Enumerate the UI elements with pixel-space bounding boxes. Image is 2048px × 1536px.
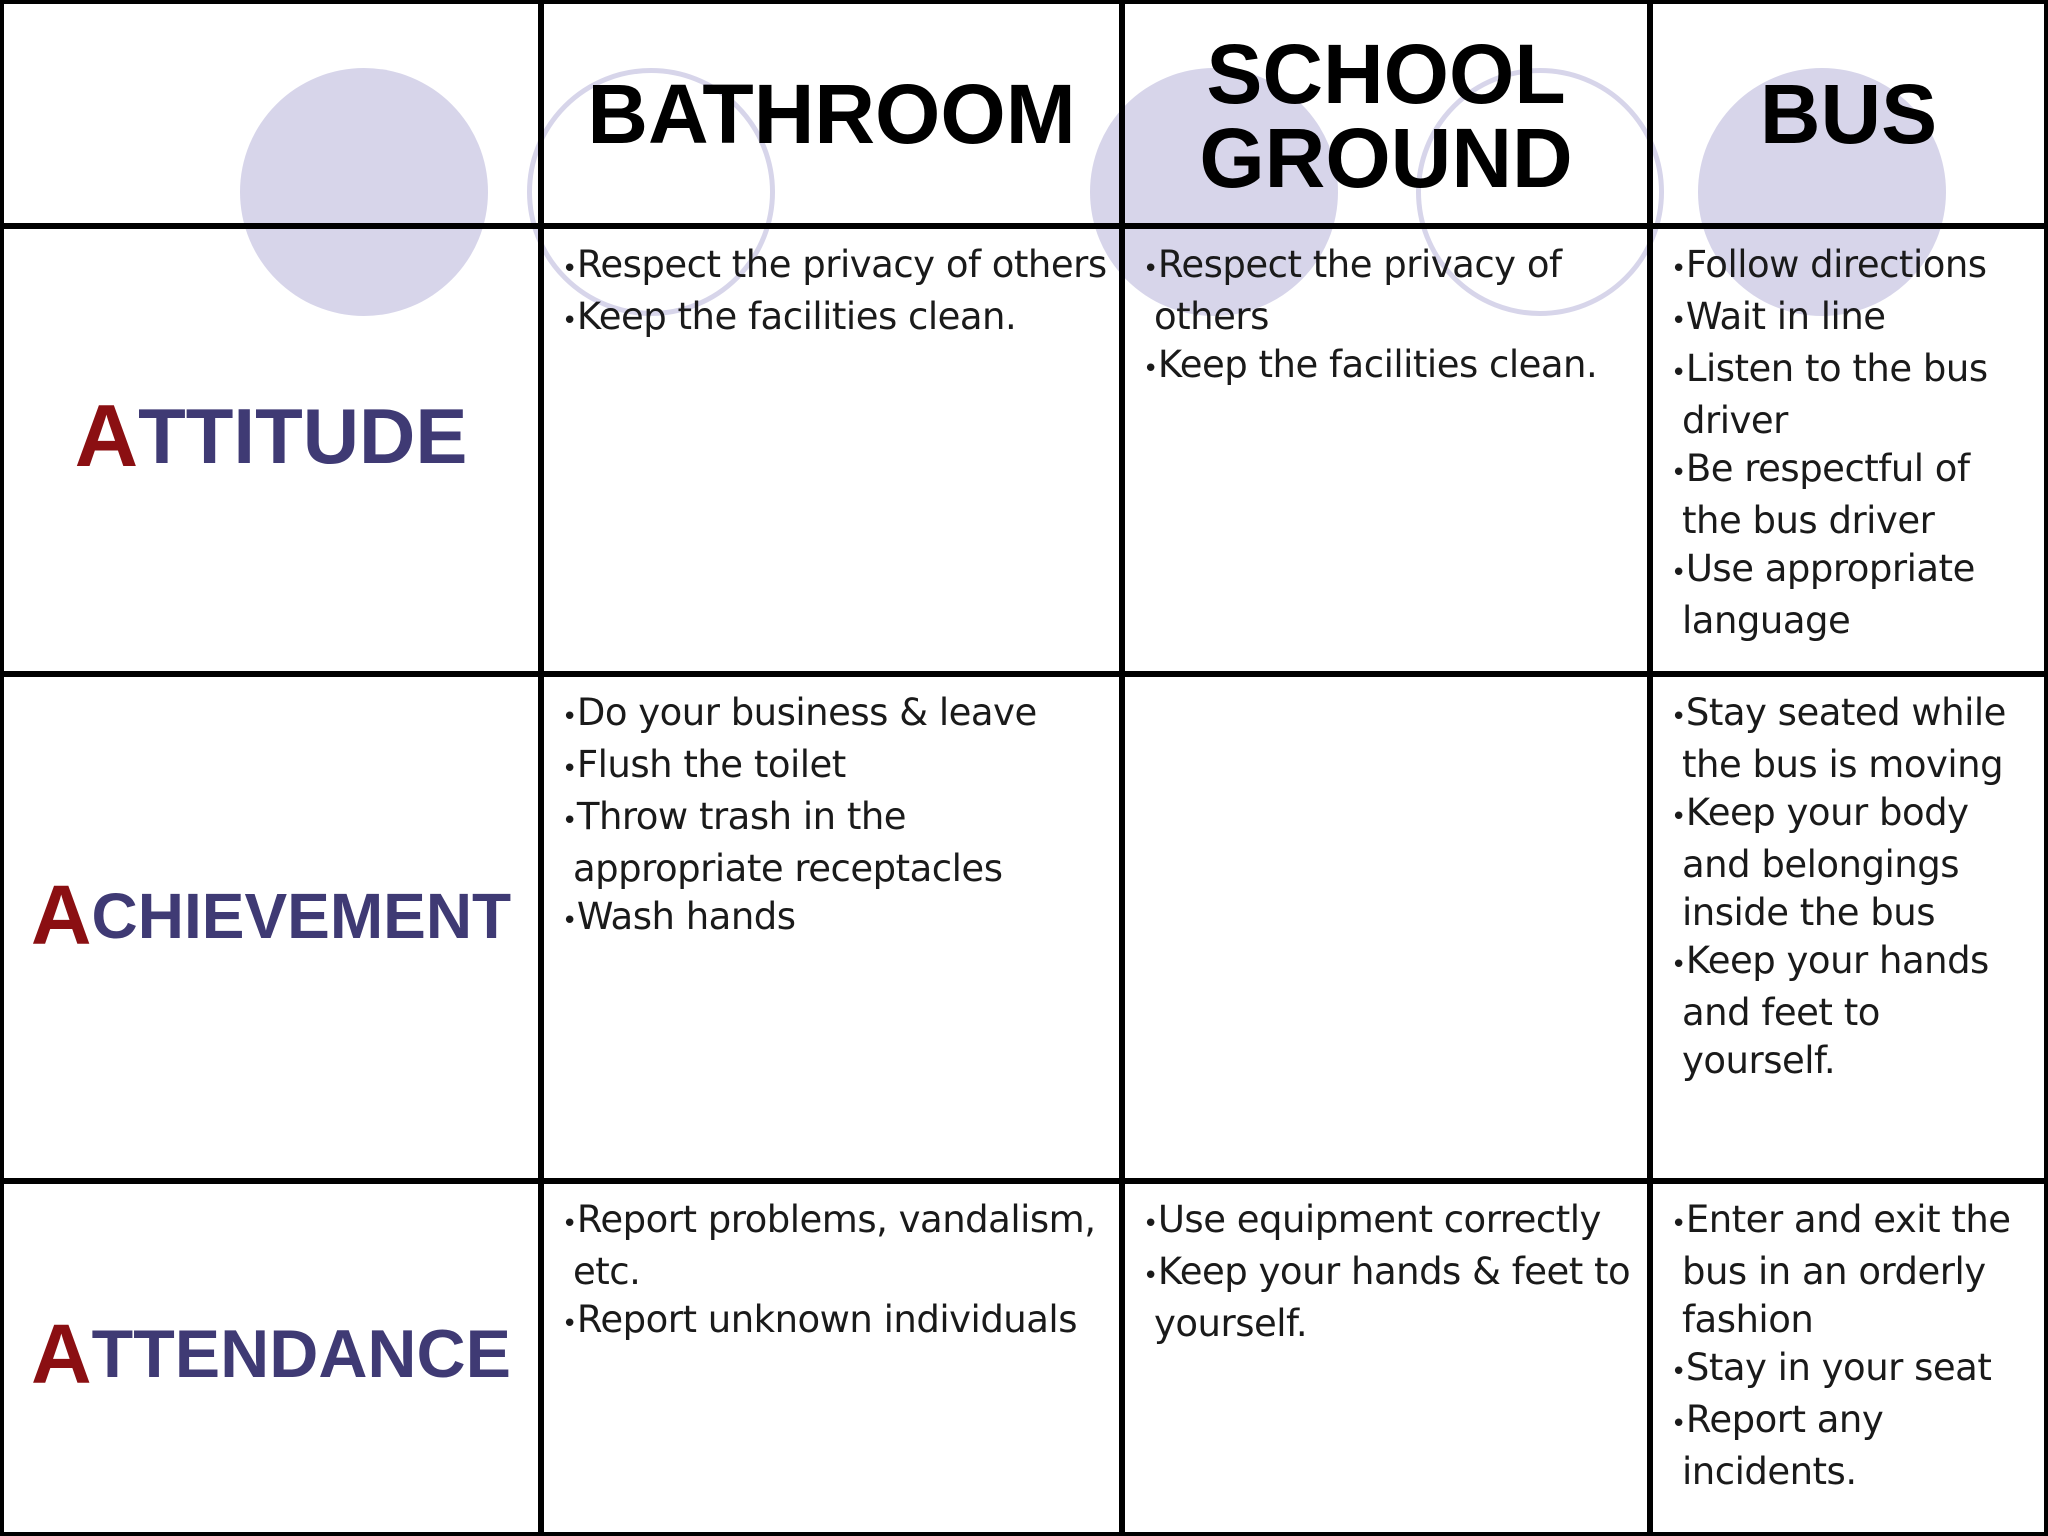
list-item-text: Wash hands xyxy=(576,895,796,938)
list-item-text: Keep the facilities clean. xyxy=(576,295,1017,338)
list-item xyxy=(562,1296,1109,1348)
list-item-text: Keep the facilities clean. xyxy=(1157,343,1598,386)
rule-cell-attendance-bus xyxy=(1653,1184,2048,1536)
rule-cell-attitude-bathroom xyxy=(544,229,1125,677)
list-item xyxy=(1671,293,2034,345)
list-item xyxy=(562,1196,1109,1296)
rule-list xyxy=(1125,229,1647,393)
rule-cell-achievement-school-ground xyxy=(1125,677,1653,1184)
bullet-icon: • xyxy=(562,754,577,784)
bullet-icon: • xyxy=(1671,306,1686,336)
list-item-text: Respect the privacy of others xyxy=(576,243,1107,286)
rule-cell-achievement-bus xyxy=(1653,677,2048,1184)
rule-list xyxy=(1125,1184,1647,1348)
column-header-school-ground xyxy=(1125,0,1653,229)
list-item xyxy=(562,893,1109,945)
bullet-icon: • xyxy=(1671,1357,1686,1387)
column-header-bus xyxy=(1653,0,2048,229)
bullet-icon: • xyxy=(1143,1209,1158,1239)
bullet-icon: • xyxy=(562,906,577,936)
bullet-icon: • xyxy=(1671,950,1686,980)
list-item-text: Flush the toilet xyxy=(576,743,846,786)
bullet-icon: • xyxy=(562,1209,577,1239)
rule-list xyxy=(544,677,1119,945)
column-header-bathroom xyxy=(544,0,1125,229)
list-item xyxy=(562,293,1109,345)
rule-cell-achievement-bathroom xyxy=(544,677,1125,1184)
bullet-icon: • xyxy=(1671,702,1686,732)
list-item-text: Enter and exit the bus in an orderly fashion xyxy=(1682,1198,2011,1341)
list-item xyxy=(562,741,1109,793)
bullet-icon: • xyxy=(1671,802,1686,832)
bullet-icon: • xyxy=(1671,558,1686,588)
rule-cell-attendance-school-ground xyxy=(1125,1184,1653,1536)
row-header-rest: CHIEVEMENT xyxy=(91,879,512,952)
column-header-label: SCHOOL GROUND xyxy=(1199,26,1573,205)
list-item-text: Use equipment correctly xyxy=(1157,1198,1601,1241)
rule-list xyxy=(1653,229,2044,645)
list-item-text: Do your business & leave xyxy=(576,691,1037,734)
list-item xyxy=(1671,937,2034,1085)
list-item xyxy=(1671,1196,2034,1344)
rule-list xyxy=(1653,677,2044,1085)
list-item xyxy=(562,241,1109,293)
list-item-text: Respect the privacy of others xyxy=(1154,243,1562,338)
list-item-text: Report any incidents. xyxy=(1682,1398,1884,1493)
list-item-text: Keep your body and belongings inside the bus xyxy=(1682,791,1969,934)
list-item-text: Wait in line xyxy=(1685,295,1886,338)
bullet-icon: • xyxy=(1671,254,1686,284)
list-item-text: Use appropriate language xyxy=(1682,547,1975,642)
list-item xyxy=(1671,345,2034,445)
list-item-text: Keep your hands and feet to yourself. xyxy=(1682,939,1989,1082)
row-header-attendance xyxy=(0,1184,544,1536)
bullet-icon: • xyxy=(1143,1261,1158,1291)
bullet-icon: • xyxy=(1671,1209,1686,1239)
row-header-rest: TTENDANCE xyxy=(91,1316,511,1392)
list-item xyxy=(1671,445,2034,545)
list-item xyxy=(562,689,1109,741)
table-corner-cell xyxy=(0,0,544,229)
rule-cell-attendance-bathroom xyxy=(544,1184,1125,1536)
row-header-achievement xyxy=(0,677,544,1184)
list-item xyxy=(1671,689,2034,789)
list-item-text: Throw trash in the appropriate receptacles xyxy=(573,795,1003,890)
list-item-text: Follow directions xyxy=(1685,243,1987,286)
list-item xyxy=(1671,789,2034,937)
row-header-attitude xyxy=(0,229,544,677)
bullet-icon: • xyxy=(562,1309,577,1339)
list-item-text: Be respectful of the bus driver xyxy=(1682,447,1970,542)
list-item xyxy=(1671,241,2034,293)
list-item xyxy=(1671,1344,2034,1396)
list-item xyxy=(1143,341,1637,393)
bullet-icon: • xyxy=(562,702,577,732)
bullet-icon: • xyxy=(1671,458,1686,488)
bullet-icon: • xyxy=(562,806,577,836)
column-header-label: BUS xyxy=(1759,66,1938,161)
bullet-icon: • xyxy=(1143,354,1158,384)
bullet-icon: • xyxy=(1671,1409,1686,1439)
list-item-text: Stay in your seat xyxy=(1685,1346,1992,1389)
bullet-icon: • xyxy=(562,254,577,284)
row-header-initial: A xyxy=(30,868,92,962)
list-item xyxy=(1143,1248,1637,1348)
bullet-icon: • xyxy=(1143,254,1158,284)
list-item-text: Report unknown individuals xyxy=(576,1298,1077,1341)
rule-cell-attitude-bus xyxy=(1653,229,2048,677)
list-item-text: Stay seated while the bus is moving xyxy=(1682,691,2006,786)
list-item xyxy=(562,793,1109,893)
list-item xyxy=(1143,241,1637,341)
list-item-text: Keep your hands & feet to yourself. xyxy=(1154,1250,1631,1345)
column-header-label: BATHROOM xyxy=(587,66,1076,161)
list-item xyxy=(1671,1396,2034,1496)
list-item-text: Report problems, vandalism, etc. xyxy=(573,1198,1096,1293)
rule-list xyxy=(544,229,1119,345)
bullet-icon: • xyxy=(562,306,577,336)
bullet-icon: • xyxy=(1671,358,1686,388)
row-header-initial: A xyxy=(31,1306,92,1401)
row-header-initial: A xyxy=(74,386,139,485)
rule-list xyxy=(544,1184,1119,1348)
list-item-text: Listen to the bus driver xyxy=(1682,347,1988,442)
list-item xyxy=(1671,545,2034,645)
list-item xyxy=(1143,1196,1637,1248)
rule-list xyxy=(1125,677,1647,689)
row-header-rest: TTITUDE xyxy=(138,391,468,480)
rule-cell-attitude-school-ground xyxy=(1125,229,1653,677)
rule-list xyxy=(1653,1184,2044,1496)
